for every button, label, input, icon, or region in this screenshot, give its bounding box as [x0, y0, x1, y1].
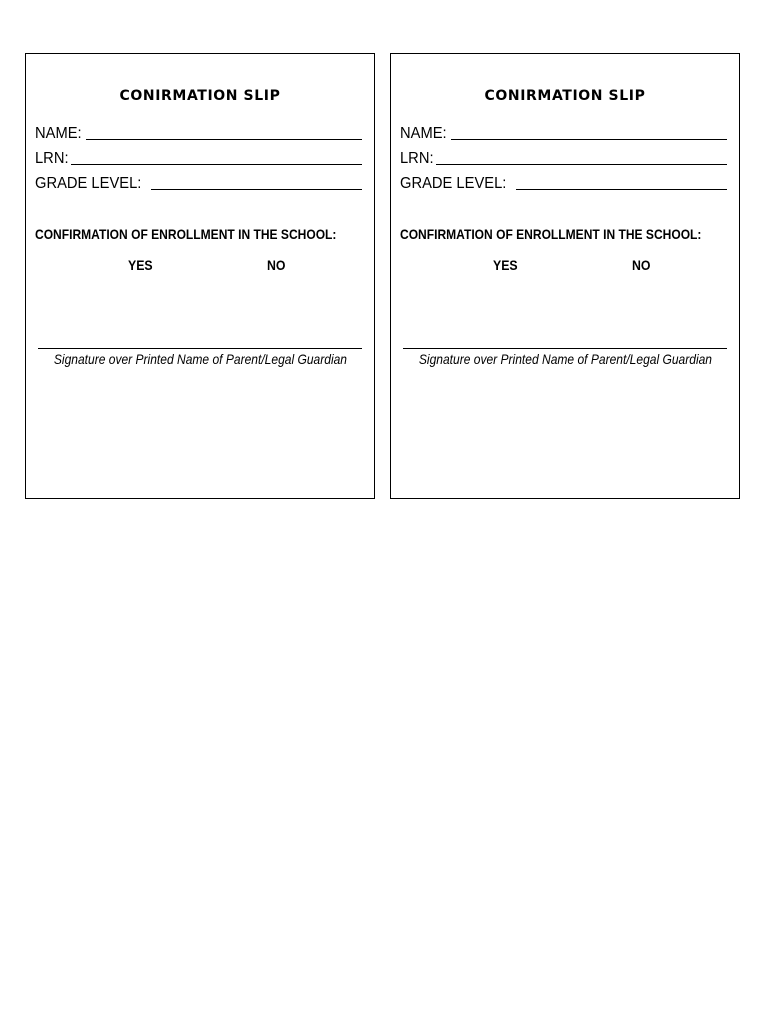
grade-level-blank-line — [151, 175, 362, 190]
confirmation-slip-right — [390, 53, 740, 499]
enrollment-question: CONFIRMATION OF ENROLLMENT IN THE SCHOOL: — [35, 226, 337, 242]
grade-level-field — [400, 171, 727, 193]
signature-caption-text: Signature over Printed Name of Parent/Legal Guardian — [53, 351, 347, 367]
enrollment-question: CONFIRMATION OF ENROLLMENT IN THE SCHOOL: — [400, 226, 702, 242]
signature-line — [38, 348, 362, 349]
lrn-blank-line — [71, 150, 362, 165]
lrn-field — [400, 146, 727, 168]
option-yes: YES — [128, 257, 153, 273]
signature-caption — [391, 351, 739, 367]
lrn-blank-line — [436, 150, 727, 165]
grade-level-blank-line — [516, 175, 727, 190]
lrn-label: LRN: — [35, 150, 69, 167]
signature-caption — [26, 351, 374, 367]
slip-title: CONIRMATION SLIP — [119, 88, 281, 104]
option-no: NO — [632, 257, 651, 273]
name-field — [35, 121, 362, 143]
name-blank-line — [86, 125, 362, 140]
grade-level-label: GRADE LEVEL: — [400, 175, 507, 192]
signature-caption-text: Signature over Printed Name of Parent/Legal Guardian — [418, 351, 712, 367]
grade-level-field — [35, 171, 362, 193]
option-no: NO — [267, 257, 286, 273]
name-field — [400, 121, 727, 143]
confirmation-slip-left — [25, 53, 375, 499]
lrn-field — [35, 146, 362, 168]
name-blank-line — [451, 125, 727, 140]
slip-title: CONIRMATION SLIP — [484, 88, 646, 104]
signature-line — [403, 348, 727, 349]
name-label: NAME: — [35, 125, 82, 142]
option-yes: YES — [493, 257, 518, 273]
name-label: NAME: — [400, 125, 447, 142]
lrn-label: LRN: — [400, 150, 434, 167]
grade-level-label: GRADE LEVEL: — [35, 175, 142, 192]
